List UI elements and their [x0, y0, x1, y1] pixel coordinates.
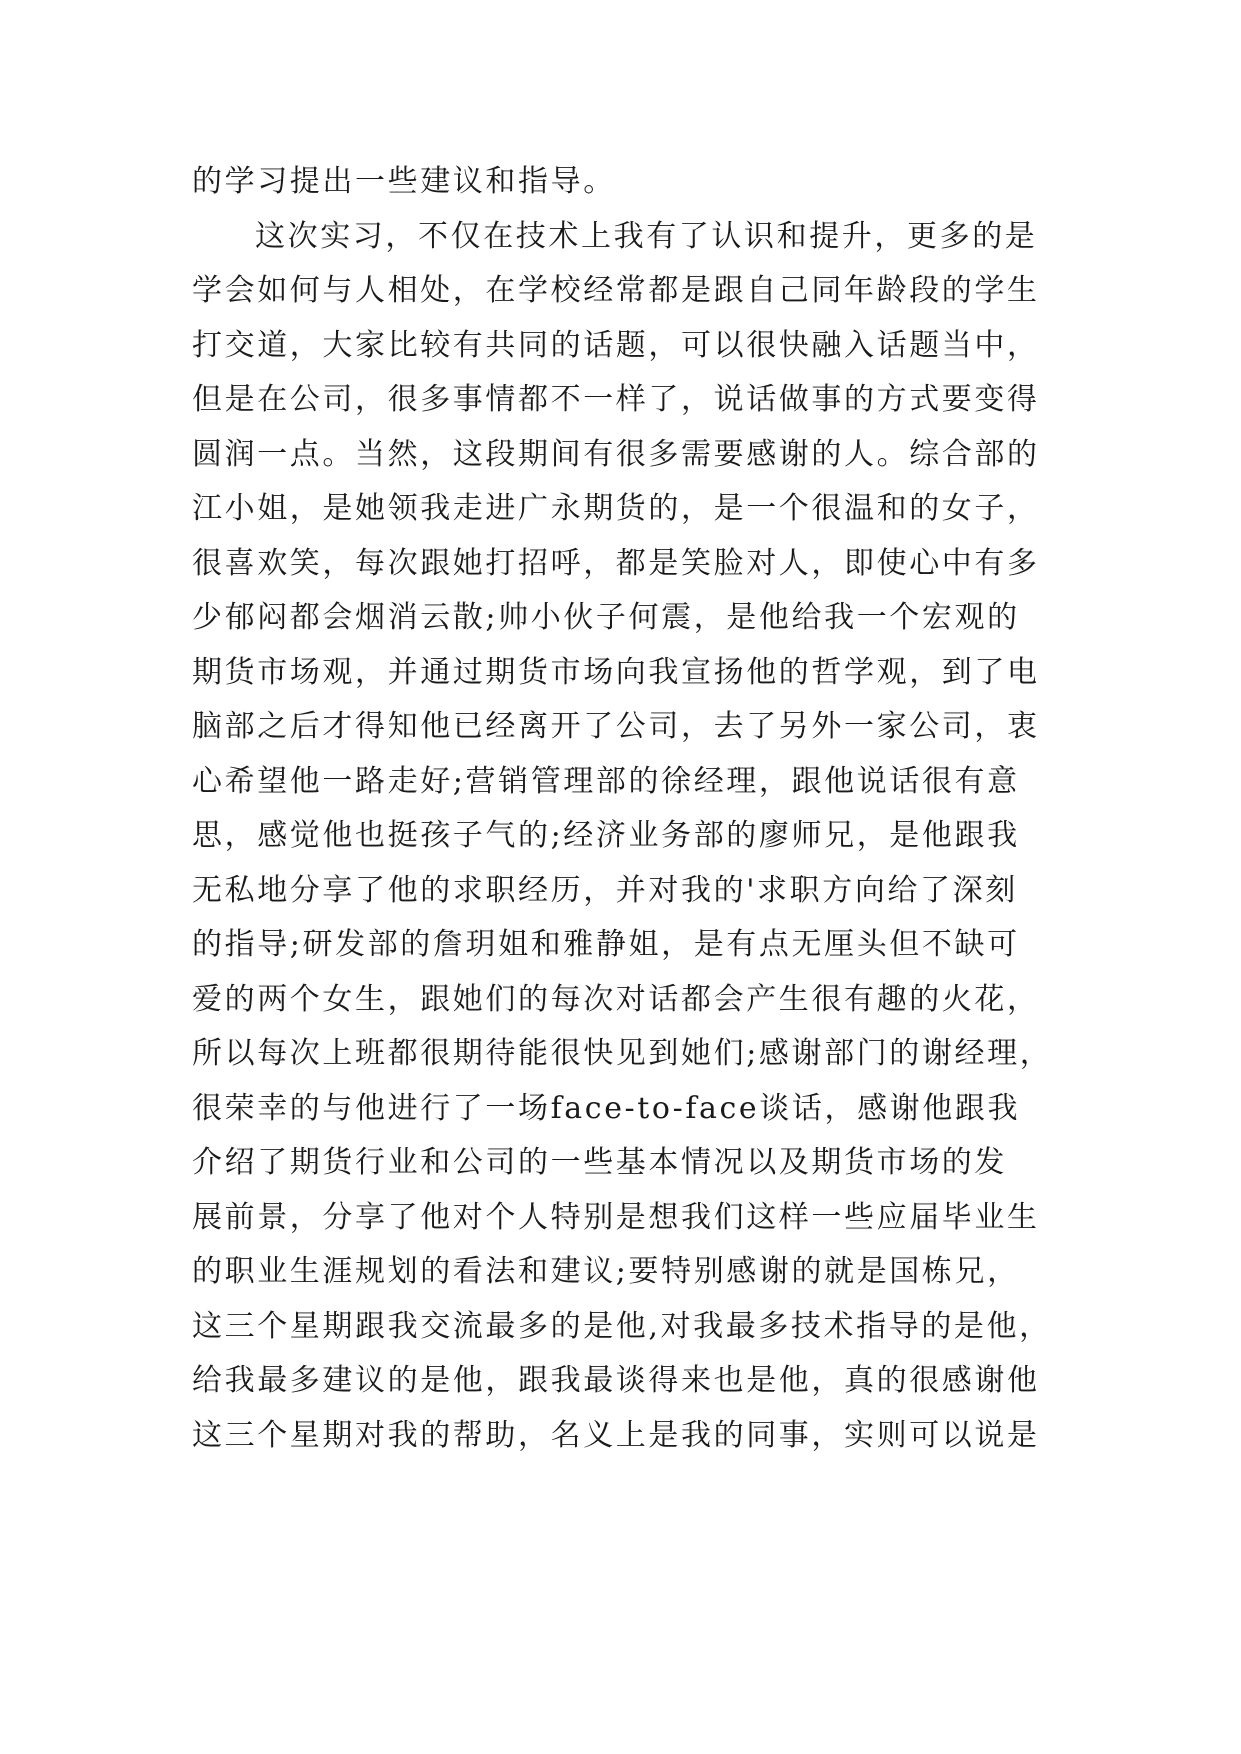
text-line: 无私地分享了他的求职经历，并对我的'求职方向给了深刻: [192, 872, 1018, 908]
text-line: 的职业生涯规划的看法和建议;要特别感谢的就是国栋兄，: [192, 1254, 1020, 1289]
text-line: 江小姐，是她领我走进广永期货的，是一个很温和的女子，: [192, 491, 1040, 526]
text-line: 脑部之后才得知他已经离开了公司，去了另外一家公司，衷: [192, 709, 1040, 744]
text-line: 爱的两个女生，跟她们的每次对话都会产生很有趣的火花，: [192, 981, 1040, 1017]
text-line: 的学习提出一些建议和指导。: [192, 164, 616, 199]
text-line: 但是在公司，很多事情都不一样了，说话做事的方式要变得: [192, 382, 1040, 417]
text-line: 打交道，大家比较有共同的话题，可以很快融入话题当中，: [192, 327, 1040, 363]
text-line: 介绍了期货行业和公司的一些基本情况以及期货市场的发: [192, 1145, 1007, 1180]
text-line: 这三个星期对我的帮助，名义上是我的同事，实则可以说是: [192, 1417, 1040, 1453]
text-line: 所以每次上班都很期待能很快见到她们;感谢部门的谢经理，: [192, 1036, 1053, 1071]
text-line: 很荣幸的与他进行了一场face-to-face谈话，感谢他跟我: [192, 1090, 1021, 1126]
paragraph-first-line: 这次实习，不仅在技术上我有了认识和提升，更多的是: [255, 218, 1038, 254]
text-line: 期货市场观，并通过期货市场向我宣扬他的哲学观，到了电: [192, 654, 1040, 690]
text-line: 学会如何与人相处，在学校经常都是跟自己同年龄段的学生: [192, 273, 1040, 308]
text-line: 思，感觉他也挺孩子气的;经济业务部的廖师兄，是他跟我: [192, 818, 1020, 853]
text-line: 心希望他一路走好;营销管理部的徐经理，跟他说话很有意: [192, 763, 1020, 799]
document-body: [192, 155, 1052, 1463]
text-line: 少郁闷都会烟消云散;帅小伙子何震，是他给我一个宏观的: [192, 600, 1020, 635]
text-line: 给我最多建议的是他，跟我最谈得来也是他，真的很感谢他: [192, 1363, 1040, 1398]
text-line: 的指导;研发部的詹玥姐和雅静姐，是有点无厘头但不缺可: [192, 927, 1020, 962]
text-line: 很喜欢笑，每次跟她打招呼，都是笑脸对人，即使心中有多: [192, 545, 1040, 581]
text-line: 圆润一点。当然，这段期间有很多需要感谢的人。综合部的: [192, 436, 1040, 472]
text-line: 这三个星期跟我交流最多的是他,对我最多技术指导的是他，: [192, 1308, 1052, 1344]
text-line: 展前景，分享了他对个人特别是想我们这样一些应届毕业生: [192, 1199, 1040, 1235]
